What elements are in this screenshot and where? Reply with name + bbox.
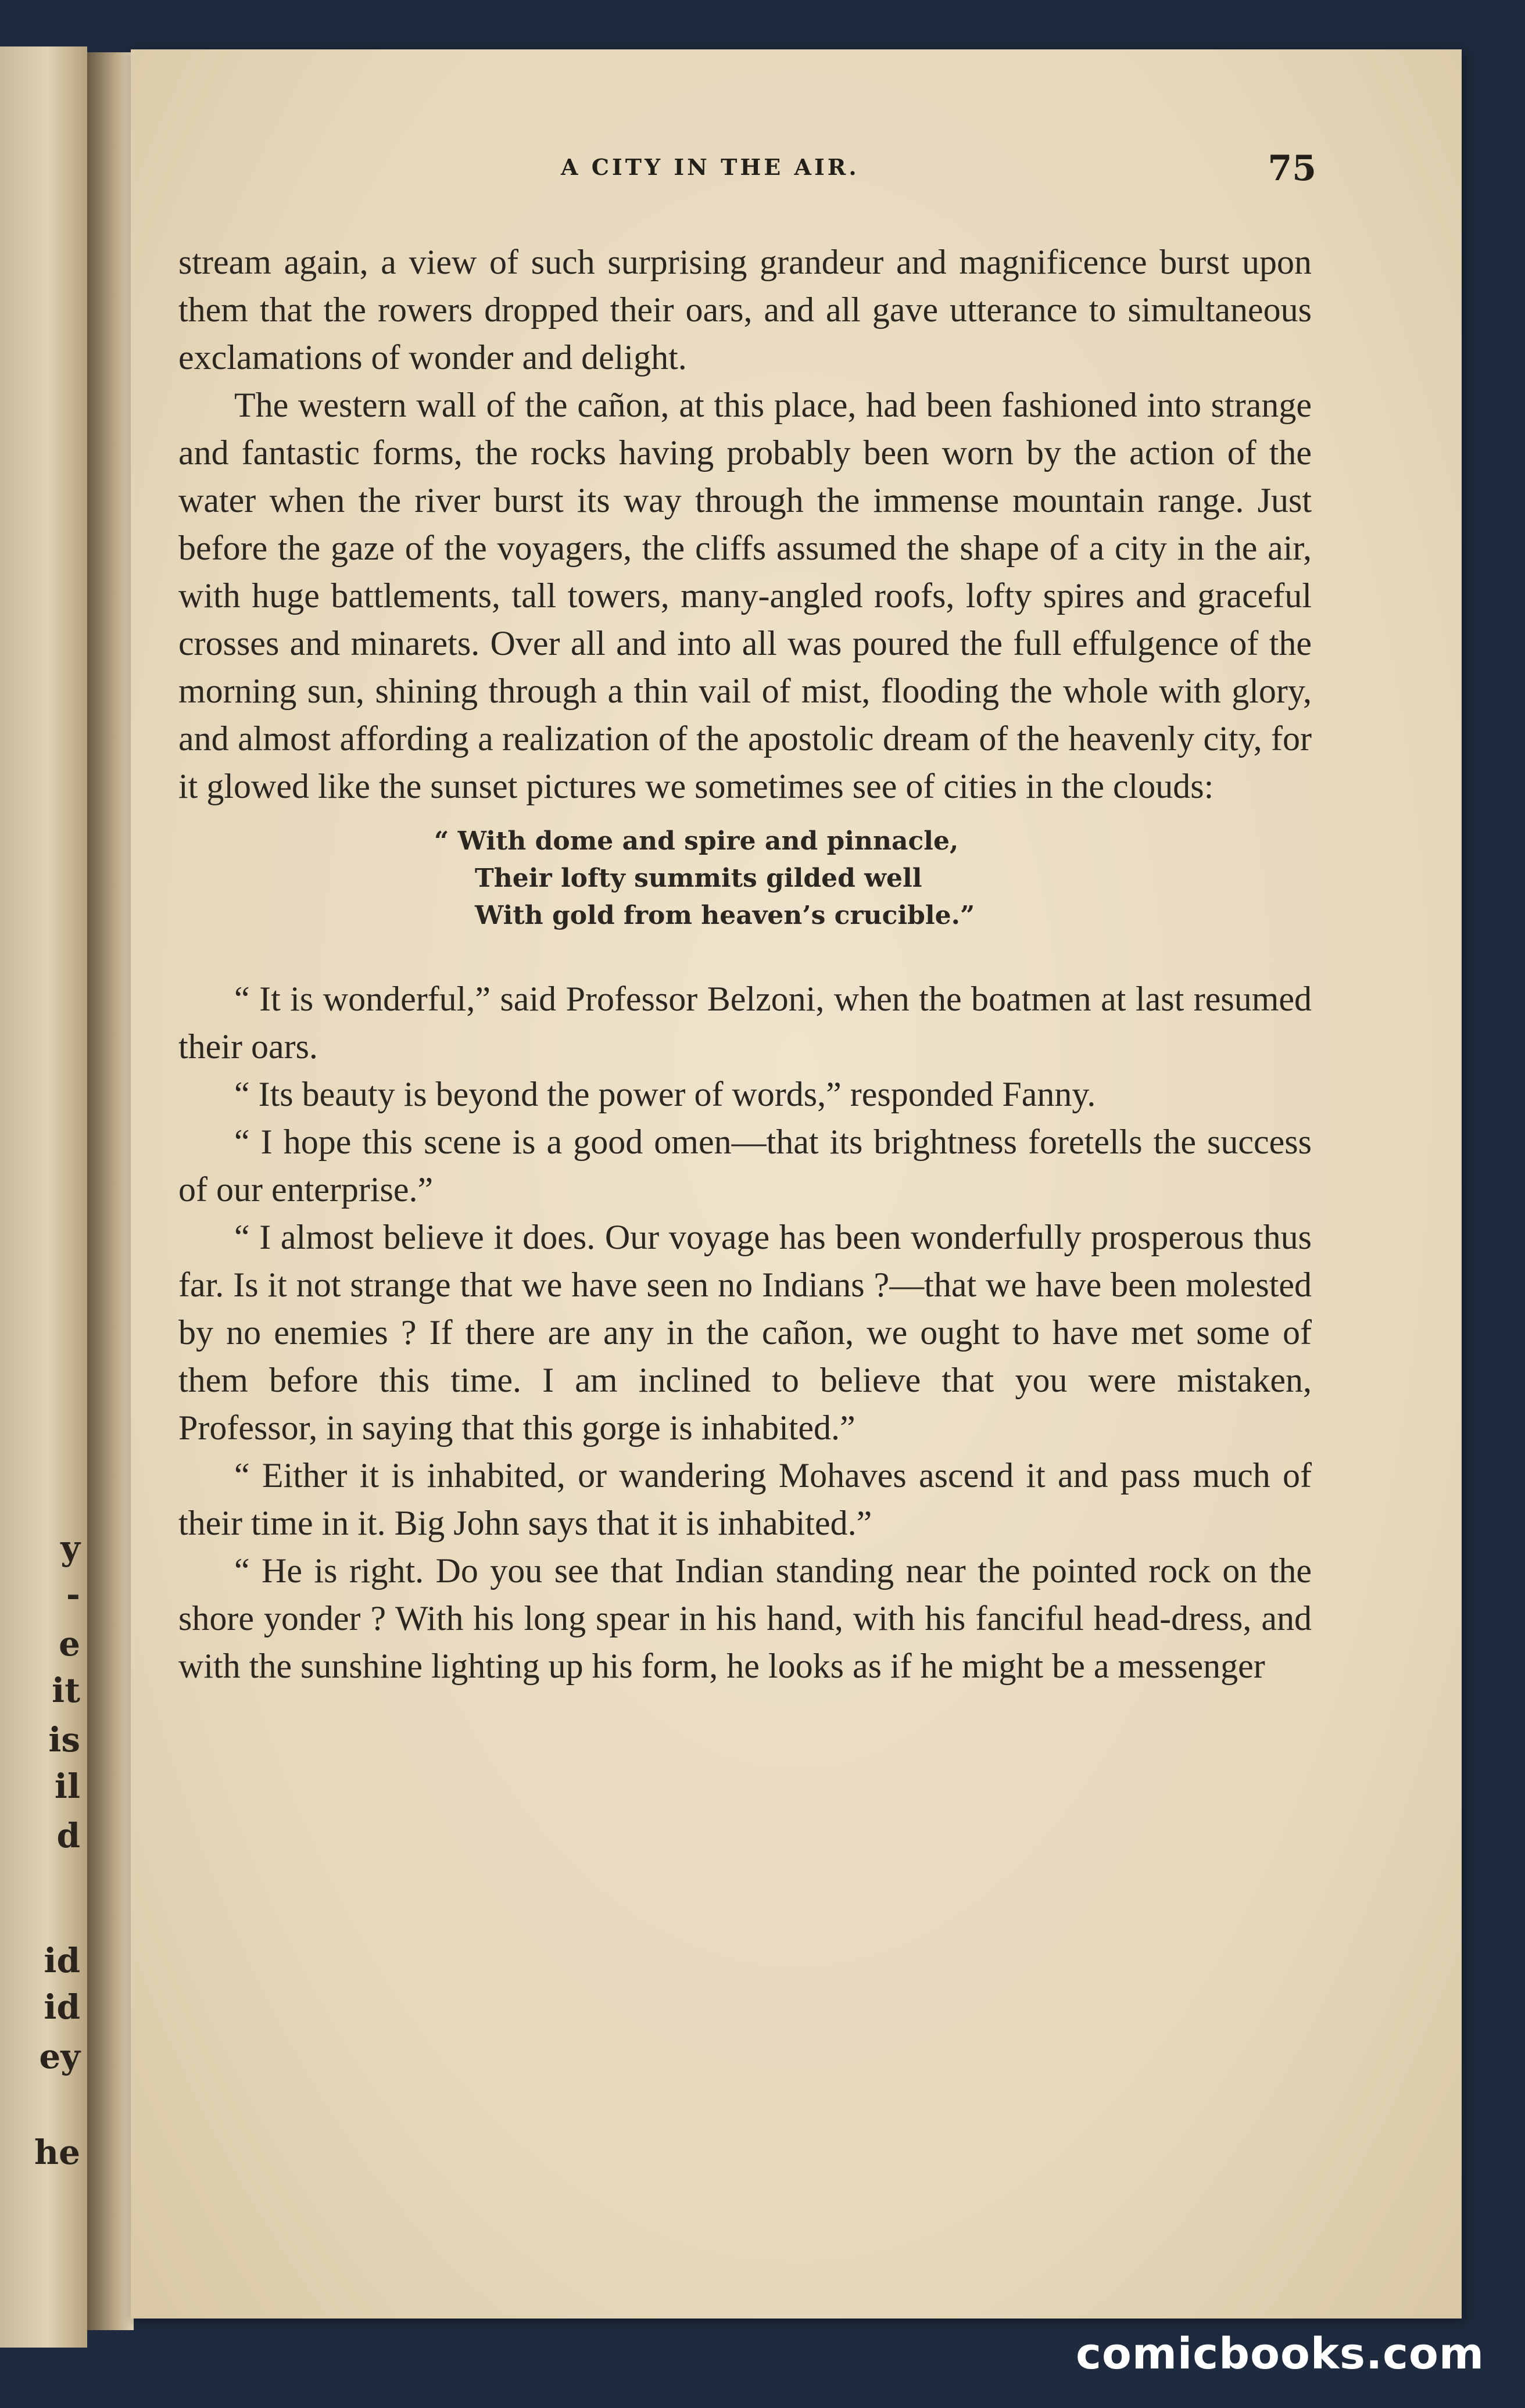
dialogue-paragraph: “ I almost believe it does. Our voyage has been wonderfully prosperous thus far. Is it not strange that we have seen no Indians ?—that we have been molested by no enemies ? If there are any in the cañon, we ought to have met some of them before this time. I am inclined to believe that you were mistaken, Professor, in saying that this gorge is inhabited.”	[178, 1218, 1312, 1447]
book-page	[131, 49, 1462, 2319]
dialogue-paragraph: “ Its beauty is beyond the power of words,” responded Fanny.	[234, 1075, 1096, 1113]
page-header	[131, 148, 1462, 195]
dialogue-paragraph: “ I hope this scene is a good omen—that its brightness foretells the success of our enterprise.”	[178, 1123, 1312, 1209]
facing-page-fragment: id	[44, 1941, 80, 1980]
facing-page-fragment: it	[52, 1671, 80, 1710]
dialogue-paragraph: “ It is wonderful,” said Professor Belzoni, when the boatmen at last resumed their oars.	[178, 980, 1312, 1066]
dialogue-paragraph: “ He is right. Do you see that Indian standing near the pointed rock on the shore yonder ? With his long spear in his hand, with his fanciful head-dress, and with the sunshine lighting up his form, he looks as if he might be a messenger	[178, 1551, 1312, 1685]
facing-page-fragment: id	[44, 1987, 80, 2027]
watermark: comicbooks.com	[1076, 2329, 1484, 2379]
verse-line: “ With dome and spire and pinnacle,	[434, 826, 959, 856]
facing-page-fragment: ey	[39, 2037, 80, 2076]
facing-page-fragment: y	[60, 1528, 80, 1568]
verse-line: Their lofty summits gilded well	[475, 863, 922, 893]
paragraph: The western wall of the cañon, at this place, had been fashioned into strange and fantastic forms, the rocks having probably been worn by the action of the water when the river burst its way through the immense mountain range. Just before the gaze of the voyagers, the cliffs assumed the shape of a city in the air, with huge battlements, tall towers, many-angled roofs, lofty spires and graceful crosses and minarets. Over all and into all was poured the full effulgence of the morning sun, shining through a thin vail of mist, flooding the whole with glory, and almost affording a realization of the apostolic dream of the heavenly city, for it glowed like the sunset pictures we sometimes see of cities in the clouds:	[178, 386, 1312, 805]
facing-page-fragment: d	[56, 1816, 80, 1855]
facing-page-fragment: is	[48, 1720, 80, 1760]
verse-quote	[178, 823, 1312, 934]
facing-page-fragment: -	[66, 1575, 80, 1614]
facing-page-fragment: il	[54, 1766, 80, 1806]
page-number: 75	[1268, 148, 1316, 189]
running-head: A CITY IN THE AIR.	[561, 154, 860, 180]
facing-page-edge	[0, 46, 87, 2348]
page-body	[178, 238, 1312, 1690]
dialogue-paragraph: “ Either it is inhabited, or wandering Mohaves ascend it and pass much of their time in it. Big John says that it is inhabited.”	[178, 1456, 1312, 1542]
facing-page-fragment: he	[34, 2133, 80, 2172]
paragraph: stream again, a view of such surprising grandeur and magnificence burst upon them that the rowers dropped their oars, and all gave utterance to simultaneous exclamations of wonder and delight.	[178, 243, 1312, 377]
facing-page-fragment: e	[59, 1624, 80, 1664]
verse-line: With gold from heaven’s crucible.”	[475, 901, 975, 930]
binding-gutter	[87, 52, 134, 2330]
